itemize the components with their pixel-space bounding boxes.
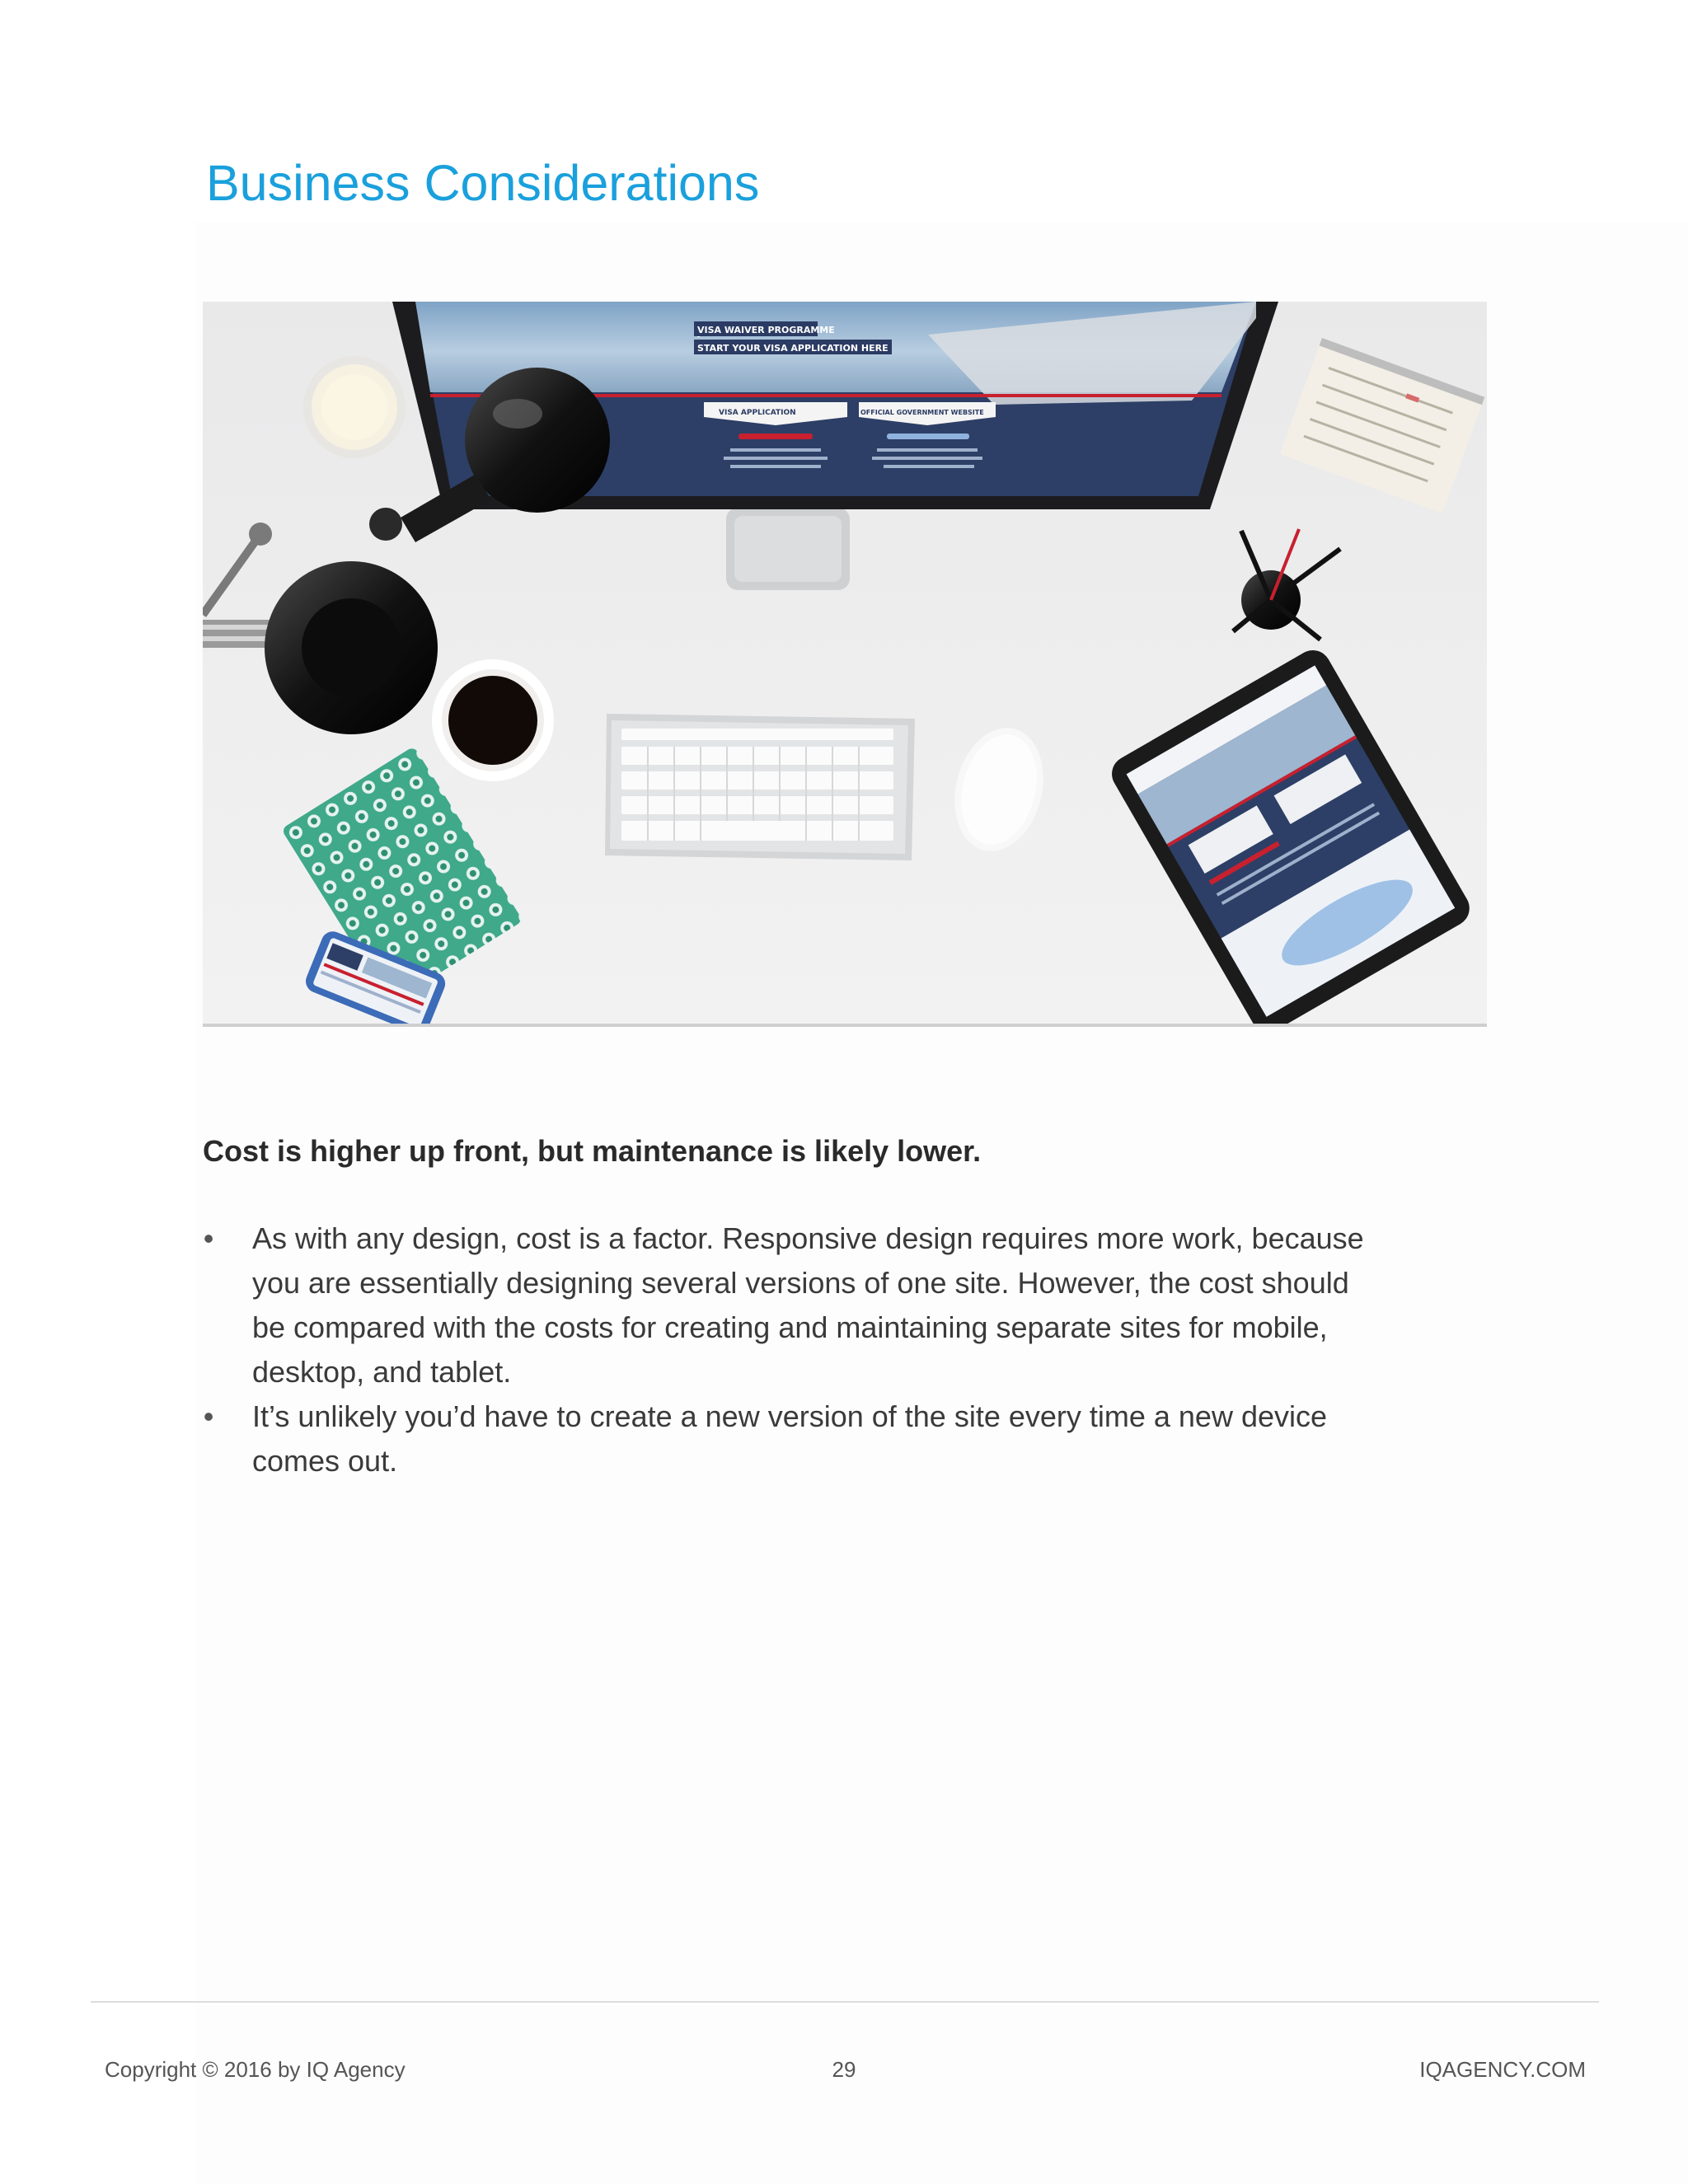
bullet-item-cost: [203, 1216, 1456, 1394]
footer-divider: [91, 2001, 1599, 2003]
workspace-photo: [203, 302, 1487, 1027]
bullet-text-line: desktop, and tablet.: [252, 1355, 512, 1389]
page-title: Business Considerations: [206, 155, 760, 211]
monitor-stand: [726, 508, 850, 590]
screen-banner-line2: START YOUR VISA APPLICATION HERE: [697, 343, 889, 354]
bullet-dot-icon: •: [203, 1399, 214, 1433]
bullet-text-line: comes out.: [252, 1444, 398, 1478]
screen-card-official-label: OFFICIAL GOVERNMENT WEBSITE: [860, 409, 984, 416]
keyboard: [605, 714, 915, 860]
footer-page-number: 29: [832, 2057, 856, 2082]
bullet-text-line: As with any design, cost is a factor. Responsive design requires more work, because: [252, 1221, 1364, 1255]
section-subheading: Cost is higher up front, but maintenance is likely lower.: [203, 1134, 982, 1168]
candle: [303, 356, 406, 458]
bullet-text-line: be compared with the costs for creating and maintaining separate sites for mobile,: [252, 1310, 1328, 1344]
bullet-dot-icon: •: [203, 1221, 214, 1255]
screen-card-visa-label: VISA APPLICATION: [719, 409, 796, 417]
bullet-list: [203, 1216, 1456, 1483]
footer-website: IQAGENCY.COM: [1419, 2057, 1586, 2082]
bullet-item-new-device: [203, 1394, 1456, 1483]
bullet-text-line: you are essentially designing several versions of one site. However, the cost should: [252, 1266, 1349, 1300]
desk-edge: [203, 1024, 1487, 1027]
bullet-text-line: It’s unlikely you’d have to create a new version of the site every time a new device: [252, 1399, 1328, 1433]
footer-copyright: Copyright © 2016 by IQ Agency: [105, 2057, 406, 2082]
screen-banner-line1: VISA WAIVER PROGRAMME: [697, 325, 835, 335]
